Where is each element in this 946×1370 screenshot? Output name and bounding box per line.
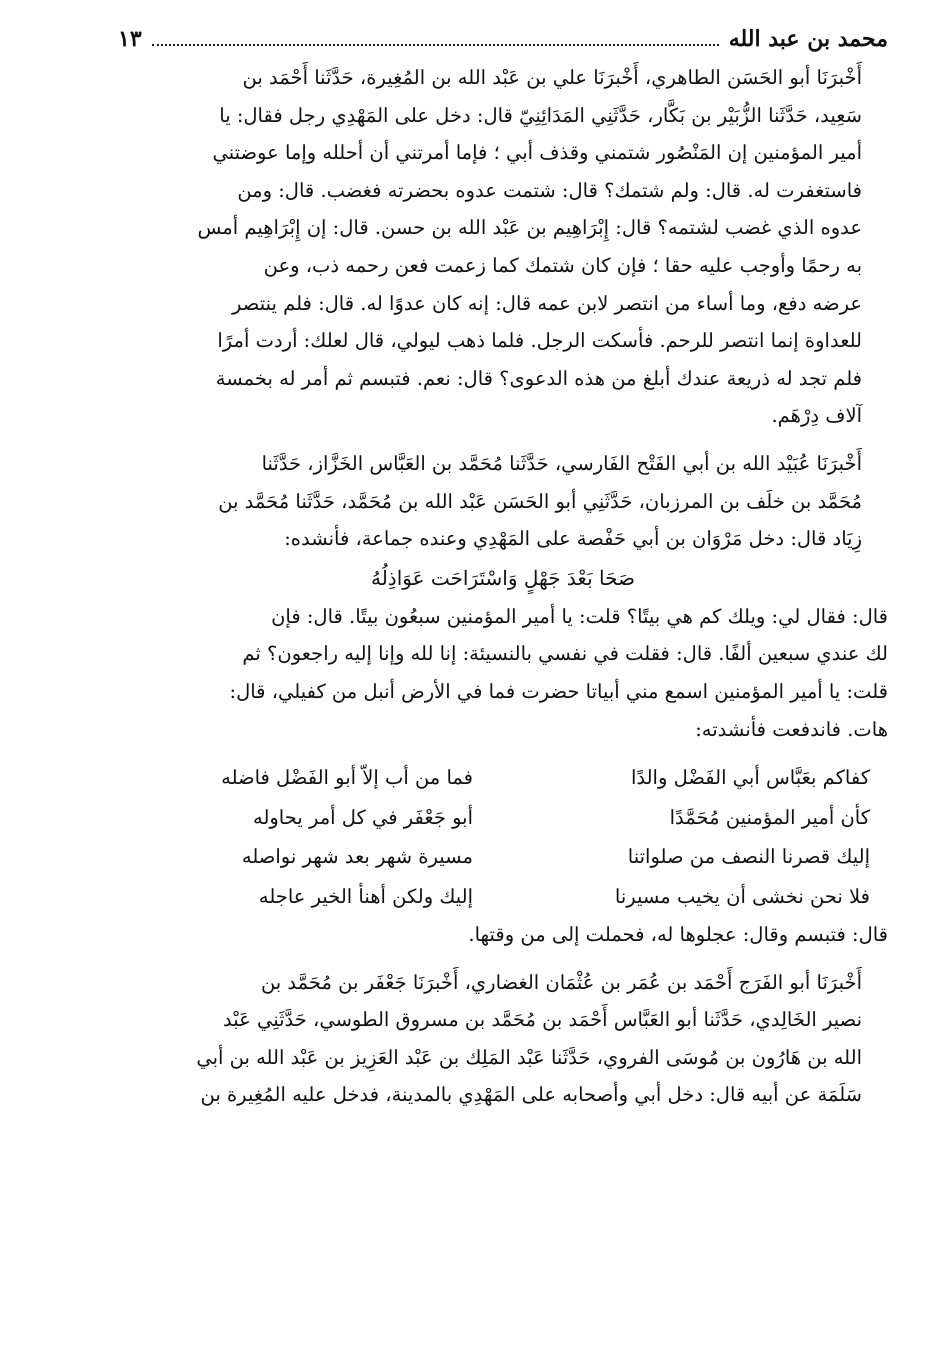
verse-second-half: إليك ولكن أهنأ الخير عاجله — [258, 884, 473, 908]
text-line: قلت: يا أمير المؤمنين اسمع مني أبياتا حضرت فما في الأرض أنبل من كفيلي، قال: — [229, 679, 888, 703]
verse-second-half: أبو جَعْفَر في كل أمر يحاوله — [252, 805, 473, 829]
text-line: الله بن هَارُون بن مُوسَى الفروي، حَدَّثَنا عَبْد المَلِك بن عَبْد العَزِيز بن عَبْد الله بن أبي — [196, 1045, 862, 1069]
poem-verse — [118, 837, 888, 877]
text-line: أَخْبرَنَا أبو الحَسَن الطاهري، أَخْبرَنَا علي بن عَبْد الله بن المُغِيرة، حَدَّثَنا أَحْمَد بن — [242, 66, 862, 89]
paragraph-2 — [118, 445, 888, 558]
verse-first-half: كأن أمير المؤمنين مُحَمَّدًا — [669, 805, 870, 829]
text-line: قال: فتبسم وقال: عجلوها له، فحملت إلى من وقتها. — [468, 923, 888, 947]
verse-first-half: فلا نحن نخشى أن يخيب مسيرنا — [614, 884, 870, 908]
text-line: أَخْبرَنَا عُبَيْد الله بن أبي الفَتْح الفَارسي، حَدَّثَنا مُحَمَّد بن العَبَّاس الخَزَّاز، حَدَّثَنا — [261, 451, 862, 475]
text-line: مُحَمَّد بن خلَف بن المرزبان، حَدَّثَنِي أبو الحَسَن عَبْد الله بن مُحَمَّد، حَدَّثَنا مُحَمَّد بن — [218, 489, 862, 513]
text-line: للعداوة إنما انتصر للرحم. فأسكت الرجل. فلما ذهب ليولي، قال لعلك: أردت أمرًا — [217, 329, 862, 353]
verse-first-half: إليك قصرنا النصف من صلواتنا — [627, 845, 870, 869]
poem-verse — [118, 877, 888, 917]
text-line: فلم تجد له ذريعة عندك أبلغ من هذه الدعوى؟ قال: نعم. فتبسم ثم أمر له بخمسة — [215, 366, 862, 390]
running-header — [118, 26, 888, 59]
header-leader-dots — [152, 32, 719, 46]
poem — [118, 758, 888, 916]
text-line: به رحمًا وأوجب عليه حقا ؛ فإن كان شتمك كما زعمت فعن رحمه ذب، وعن — [263, 253, 862, 277]
page-number: ١٣ — [118, 26, 142, 52]
poem-verse — [118, 798, 888, 838]
verse-second-half: مسيرة شهر بعد شهر نواصله — [241, 845, 473, 869]
header-title: محمد بن عبد الله — [728, 26, 888, 52]
poem-hemistich: صَحَا بَعْدَ جَهْلٍ وَاسْتَرَاحَت عَوَاذِلُهُ — [370, 565, 635, 590]
paragraph-2-continued — [118, 598, 888, 748]
verse-first-half: كفاكم بعَبَّاس أبي الفَضْل والدًا — [630, 766, 870, 790]
poem-closing — [118, 916, 888, 954]
text-line: نصير الخَالِدي، حَدَّثَنا أبو العَبَّاس أَحْمَد بن مُحَمَّد بن مسروق الطوسي، حَدَّثَنِي عَبْد — [223, 1008, 862, 1032]
text-line: فاستغفرت له. قال: ولم شتمك؟ قال: شتمت عدوه بحضرته فغضب. قال: ومن — [237, 178, 862, 202]
text-line: سَلَمَة عن أبيه قال: دخل أبي وأصحابه على المَهْدِي بالمدينة، فدخل عليه المُغِيرة بن — [200, 1083, 862, 1107]
paragraph-3 — [118, 964, 888, 1114]
text-line: سَعِيد، حَدَّثَنا الزُّبَيْر بن بَكَّار، حَدَّثَنِي المَدَائِنِيّ قال: دخل على المَهْدِي رجل فقال: يا — [219, 103, 862, 127]
text-line: زِيَاد قال: دخل مَرْوَان بن أبي حَفْصة على المَهْدِي وعنده جماعة، فأنشده: — [284, 527, 862, 551]
text-line: لك عندي سبعين ألفًا. قال: فقلت في نفسي بالنسيئة: إنا لله وإنا إليه راجعون؟ ثم — [242, 642, 888, 666]
paragraph-1 — [118, 59, 888, 435]
text-line: آلاف دِرْهَم. — [771, 404, 862, 428]
text-line: أَخْبرَنَا أبو الفَرَج أَحْمَد بن عُمَر بن عُثْمَان الغضاري، أَخْبرَنَا جَعْفَر بن مُحَمَّد بن — [260, 970, 862, 994]
text-line: عرضه دفع، وما أساء من انتصر لابن عمه قال: إنه كان عدوًا له. قال: فلم ينتصر — [232, 291, 862, 315]
verse-second-half: فما من أب إلاّ أبو الفَضْل فاضله — [221, 766, 473, 790]
text-line: قال: فقال لي: ويلك كم هي بيتًا؟ قلت: يا أمير المؤمنين سبعُون بيتًا. قال: فإن — [271, 604, 888, 628]
text-line: عدوه الذي غضب لشتمه؟ قال: إِبْرَاهِيم بن عَبْد الله بن حسن. قال: إن إِبْرَاهِيم أمس — [197, 216, 862, 240]
poem-verse — [118, 758, 888, 798]
text-line: أمير المؤمنين إن المَنْصُور شتمني وقذف أبي ؛ فإما أمرتني أن أحلله وإما عوضتني — [212, 141, 862, 165]
text-line: هات. فاندفعت فأنشدته: — [695, 717, 888, 741]
